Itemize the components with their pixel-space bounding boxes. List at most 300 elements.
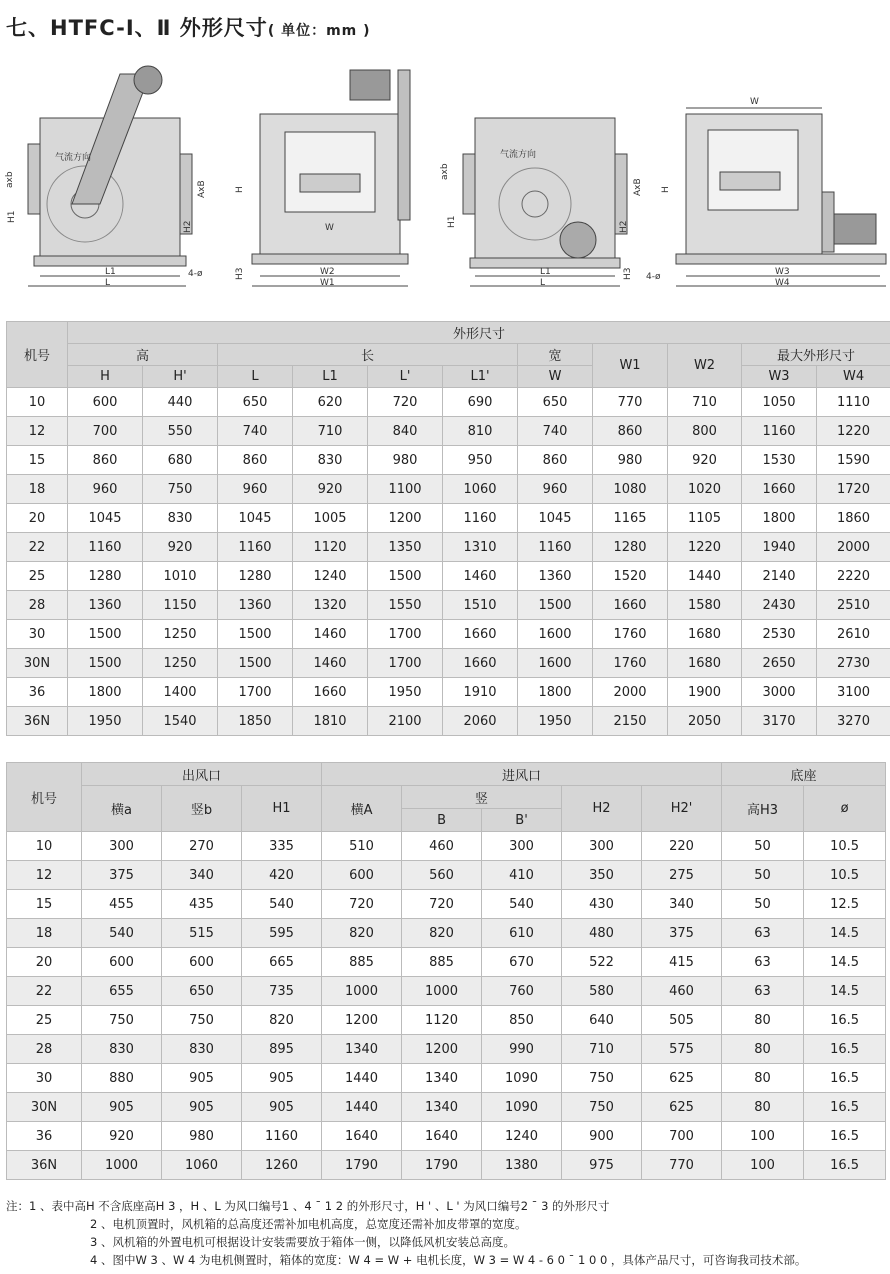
value-cell: 1660 [593, 591, 668, 620]
value-cell: 1090 [482, 1093, 562, 1122]
t1-L1p-header: L1' [443, 366, 518, 388]
value-cell: 990 [482, 1035, 562, 1064]
value-cell: 80 [722, 1064, 804, 1093]
table-row [7, 591, 890, 620]
t2-H2-header: H2 [562, 786, 642, 832]
value-cell: 960 [218, 475, 293, 504]
d4-h: H [661, 186, 671, 193]
value-cell: 1340 [402, 1064, 482, 1093]
value-cell: 3170 [742, 707, 817, 736]
value-cell: 2150 [593, 707, 668, 736]
d4-hole: 4-ø [646, 272, 661, 282]
model-cell: 28 [7, 1035, 82, 1064]
d3-h2: H2 [619, 220, 629, 233]
dimension-drawings [0, 64, 890, 304]
value-cell: 680 [143, 446, 218, 475]
value-cell: 550 [143, 417, 218, 446]
value-cell: 1800 [68, 678, 143, 707]
t2-vert-header: 竖 [402, 786, 562, 809]
value-cell: 655 [82, 977, 162, 1006]
value-cell: 700 [68, 417, 143, 446]
value-cell: 63 [722, 919, 804, 948]
t2-outlet-header: 出风口 [82, 763, 322, 786]
value-cell: 1460 [293, 620, 368, 649]
value-cell: 2430 [742, 591, 817, 620]
drawing-side-view-side-motor [440, 118, 643, 288]
value-cell: 600 [162, 948, 242, 977]
table-row [7, 620, 890, 649]
d1-l1: L1 [105, 267, 116, 277]
table-row [7, 948, 886, 977]
value-cell: 860 [68, 446, 143, 475]
value-cell: 460 [402, 832, 482, 861]
value-cell: 770 [642, 1151, 722, 1180]
value-cell: 50 [722, 832, 804, 861]
t1-L-header: L [218, 366, 293, 388]
value-cell: 820 [242, 1006, 322, 1035]
value-cell: 600 [82, 948, 162, 977]
value-cell: 710 [562, 1035, 642, 1064]
value-cell: 16.5 [804, 1035, 886, 1064]
value-cell: 800 [668, 417, 742, 446]
t2-inlet-header: 进风口 [322, 763, 722, 786]
t1-width-header: 宽 [518, 344, 593, 366]
page-title [6, 12, 371, 42]
value-cell: 2220 [817, 562, 890, 591]
value-cell: 740 [518, 417, 593, 446]
value-cell: 650 [518, 388, 593, 417]
value-cell: 1120 [293, 533, 368, 562]
value-cell: 860 [593, 417, 668, 446]
value-cell: 1250 [143, 620, 218, 649]
value-cell: 1120 [402, 1006, 482, 1035]
value-cell: 3000 [742, 678, 817, 707]
model-cell: 12 [7, 417, 68, 446]
value-cell: 830 [162, 1035, 242, 1064]
table-row [7, 446, 890, 475]
value-cell: 905 [82, 1093, 162, 1122]
value-cell: 1050 [742, 388, 817, 417]
value-cell: 375 [82, 861, 162, 890]
d3-l1: L1 [540, 267, 551, 277]
model-cell: 18 [7, 919, 82, 948]
value-cell: 16.5 [804, 1151, 886, 1180]
value-cell: 12.5 [804, 890, 886, 919]
value-cell: 16.5 [804, 1122, 886, 1151]
model-cell: 20 [7, 504, 68, 533]
value-cell: 1440 [322, 1093, 402, 1122]
value-cell: 750 [562, 1064, 642, 1093]
d3-h1: H1 [447, 215, 457, 228]
table-row [7, 707, 890, 736]
value-cell: 1005 [293, 504, 368, 533]
value-cell: 1860 [817, 504, 890, 533]
model-cell: 28 [7, 591, 68, 620]
value-cell: 690 [443, 388, 518, 417]
table-row [7, 417, 890, 446]
value-cell: 1790 [322, 1151, 402, 1180]
t2-H2p-header: H2' [642, 786, 722, 832]
d1-l: L [105, 278, 111, 288]
value-cell: 710 [293, 417, 368, 446]
table-row [7, 890, 886, 919]
value-cell: 540 [82, 919, 162, 948]
table-row [7, 1122, 886, 1151]
value-cell: 2060 [443, 707, 518, 736]
table-row [7, 861, 886, 890]
t1-Hp-header: H' [143, 366, 218, 388]
model-cell: 36N [7, 707, 68, 736]
value-cell: 610 [482, 919, 562, 948]
note-3: 3 、风机箱的外置电机可根据设计安装需要放于箱体一侧，以降低风机安装总高度。 [90, 1235, 515, 1249]
value-cell: 1160 [218, 533, 293, 562]
d1-h2: H2 [183, 220, 193, 233]
value-cell: 435 [162, 890, 242, 919]
value-cell: 950 [443, 446, 518, 475]
value-cell: 1520 [593, 562, 668, 591]
value-cell: 1940 [742, 533, 817, 562]
t1-L1-header: L1 [293, 366, 368, 388]
t2-model-header: 机号 [7, 763, 82, 832]
value-cell: 1950 [368, 678, 443, 707]
value-cell: 830 [143, 504, 218, 533]
value-cell: 1850 [218, 707, 293, 736]
value-cell: 650 [162, 977, 242, 1006]
t2-phi-header: ø [804, 786, 886, 832]
value-cell: 340 [162, 861, 242, 890]
value-cell: 975 [562, 1151, 642, 1180]
table-row [7, 678, 890, 707]
model-cell: 22 [7, 533, 68, 562]
value-cell: 1800 [742, 504, 817, 533]
value-cell: 1240 [482, 1122, 562, 1151]
value-cell: 420 [242, 861, 322, 890]
value-cell: 10.5 [804, 861, 886, 890]
d4-w4: W4 [775, 278, 790, 288]
value-cell: 1660 [443, 649, 518, 678]
table-row [7, 649, 890, 678]
value-cell: 740 [218, 417, 293, 446]
value-cell: 375 [642, 919, 722, 948]
value-cell: 1640 [322, 1122, 402, 1151]
airflow-label-2: 气流方向 [500, 150, 537, 160]
value-cell: 510 [322, 832, 402, 861]
value-cell: 1680 [668, 649, 742, 678]
value-cell: 830 [82, 1035, 162, 1064]
value-cell: 2610 [817, 620, 890, 649]
value-cell: 1580 [668, 591, 742, 620]
value-cell: 300 [562, 832, 642, 861]
value-cell: 905 [242, 1093, 322, 1122]
airflow-label: 气流方向 [55, 153, 92, 163]
value-cell: 600 [322, 861, 402, 890]
t2-body [7, 832, 886, 1180]
value-cell: 1280 [218, 562, 293, 591]
value-cell: 1950 [518, 707, 593, 736]
t2-H1-header: H1 [242, 786, 322, 832]
value-cell: 1280 [68, 562, 143, 591]
value-cell: 3270 [817, 707, 890, 736]
d3-axB: AxB [633, 178, 643, 196]
value-cell: 460 [642, 977, 722, 1006]
value-cell: 1280 [593, 533, 668, 562]
value-cell: 1550 [368, 591, 443, 620]
value-cell: 2650 [742, 649, 817, 678]
value-cell: 625 [642, 1064, 722, 1093]
drawing-front-view [235, 70, 410, 288]
d2-w2: W2 [320, 267, 335, 277]
value-cell: 1640 [402, 1122, 482, 1151]
value-cell: 595 [242, 919, 322, 948]
value-cell: 2140 [742, 562, 817, 591]
value-cell: 1260 [242, 1151, 322, 1180]
t2-Bp-header: B' [482, 809, 562, 832]
value-cell: 480 [562, 919, 642, 948]
value-cell: 700 [642, 1122, 722, 1151]
value-cell: 710 [668, 388, 742, 417]
value-cell: 14.5 [804, 977, 886, 1006]
value-cell: 880 [82, 1064, 162, 1093]
value-cell: 16.5 [804, 1093, 886, 1122]
value-cell: 1160 [742, 417, 817, 446]
value-cell: 1950 [68, 707, 143, 736]
model-cell: 36 [7, 1122, 82, 1151]
value-cell: 625 [642, 1093, 722, 1122]
value-cell: 860 [218, 446, 293, 475]
value-cell: 1000 [82, 1151, 162, 1180]
value-cell: 1250 [143, 649, 218, 678]
d2-h: H [235, 186, 245, 193]
value-cell: 1220 [668, 533, 742, 562]
t2-H3-header: 高H3 [722, 786, 804, 832]
value-cell: 1160 [242, 1122, 322, 1151]
model-cell: 18 [7, 475, 68, 504]
value-cell: 1320 [293, 591, 368, 620]
value-cell: 1660 [742, 475, 817, 504]
d3-axb: axb [440, 163, 450, 180]
model-cell: 10 [7, 388, 68, 417]
value-cell: 1010 [143, 562, 218, 591]
value-cell: 1240 [293, 562, 368, 591]
value-cell: 220 [642, 832, 722, 861]
drawing-front-view-side-motor [646, 97, 886, 288]
t1-H-header: H [68, 366, 143, 388]
value-cell: 300 [482, 832, 562, 861]
note-2: 2 、电机顶置时，风机箱的总高度还需补加电机高度，总宽度还需补加皮带罩的宽度。 [90, 1217, 527, 1231]
model-cell: 30 [7, 620, 68, 649]
model-cell: 36N [7, 1151, 82, 1180]
table-row [7, 1151, 886, 1180]
value-cell: 1700 [218, 678, 293, 707]
title-text: 七、HTFC-Ⅰ、Ⅱ 外形尺寸 [6, 16, 268, 40]
value-cell: 80 [722, 1006, 804, 1035]
t2-a-header: 横a [82, 786, 162, 832]
table-row [7, 1006, 886, 1035]
t1-W3-header: W3 [742, 366, 817, 388]
value-cell: 885 [402, 948, 482, 977]
value-cell: 440 [143, 388, 218, 417]
value-cell: 735 [242, 977, 322, 1006]
value-cell: 1200 [402, 1035, 482, 1064]
outlet-inlet-base-table [6, 762, 886, 1180]
value-cell: 1045 [518, 504, 593, 533]
value-cell: 415 [642, 948, 722, 977]
note-1: 注：1 、表中高H 不含底座高H 3 ，H 、L 为风口编号1 、4 ¯ 1 2 的外形尺寸，H ' 、L ' 为风口编号2 ¯ 3 的外形尺寸 [6, 1199, 610, 1213]
value-cell: 63 [722, 948, 804, 977]
value-cell: 1380 [482, 1151, 562, 1180]
value-cell: 1660 [293, 678, 368, 707]
value-cell: 1060 [162, 1151, 242, 1180]
value-cell: 2730 [817, 649, 890, 678]
value-cell: 640 [562, 1006, 642, 1035]
t1-height-header: 高 [68, 344, 218, 366]
value-cell: 1910 [443, 678, 518, 707]
d2-w1: W1 [320, 278, 335, 288]
value-cell: 3100 [817, 678, 890, 707]
value-cell: 1760 [593, 649, 668, 678]
value-cell: 810 [443, 417, 518, 446]
t2-base-header: 底座 [722, 763, 886, 786]
outer-dimensions-table [6, 321, 890, 736]
value-cell: 1080 [593, 475, 668, 504]
value-cell: 1760 [593, 620, 668, 649]
value-cell: 830 [293, 446, 368, 475]
value-cell: 750 [562, 1093, 642, 1122]
value-cell: 1150 [143, 591, 218, 620]
value-cell: 1000 [322, 977, 402, 1006]
value-cell: 1590 [817, 446, 890, 475]
value-cell: 1160 [518, 533, 593, 562]
value-cell: 340 [642, 890, 722, 919]
value-cell: 2530 [742, 620, 817, 649]
d2-h3: H3 [235, 267, 245, 280]
value-cell: 750 [82, 1006, 162, 1035]
table-row [7, 388, 890, 417]
value-cell: 1790 [402, 1151, 482, 1180]
value-cell: 1530 [742, 446, 817, 475]
note-4: 4 、图中W 3 、W 4 为电机侧置时，箱体的宽度：W 4 = W + 电机长度，W 3 = W 4 - 6 0 ¯ 1 0 0 ，具体产品尺寸，可咨询我司技术部。 [90, 1253, 807, 1267]
value-cell: 1600 [518, 620, 593, 649]
value-cell: 10.5 [804, 832, 886, 861]
table-row [7, 475, 890, 504]
d3-l: L [540, 278, 546, 288]
value-cell: 14.5 [804, 948, 886, 977]
d4-w: W [750, 97, 759, 107]
value-cell: 270 [162, 832, 242, 861]
value-cell: 1060 [443, 475, 518, 504]
table-row [7, 832, 886, 861]
value-cell: 1700 [368, 620, 443, 649]
value-cell: 100 [722, 1122, 804, 1151]
value-cell: 540 [242, 890, 322, 919]
t1-model-header: 机号 [7, 322, 68, 388]
t1-maxdim-header: 最大外形尺寸 [742, 344, 890, 366]
value-cell: 1100 [368, 475, 443, 504]
value-cell: 1460 [293, 649, 368, 678]
value-cell: 522 [562, 948, 642, 977]
value-cell: 720 [322, 890, 402, 919]
value-cell: 1660 [443, 620, 518, 649]
value-cell: 1500 [218, 649, 293, 678]
value-cell: 275 [642, 861, 722, 890]
t1-Lp-header: L' [368, 366, 443, 388]
value-cell: 430 [562, 890, 642, 919]
t1-length-header: 长 [218, 344, 518, 366]
value-cell: 455 [82, 890, 162, 919]
d1-h1: H1 [7, 210, 17, 223]
value-cell: 16.5 [804, 1064, 886, 1093]
t1-W4-header: W4 [817, 366, 890, 388]
value-cell: 16.5 [804, 1006, 886, 1035]
value-cell: 1540 [143, 707, 218, 736]
value-cell: 80 [722, 1093, 804, 1122]
d3-h3: H3 [623, 267, 633, 280]
model-cell: 15 [7, 890, 82, 919]
value-cell: 2000 [817, 533, 890, 562]
model-cell: 25 [7, 1006, 82, 1035]
value-cell: 895 [242, 1035, 322, 1064]
value-cell: 1220 [817, 417, 890, 446]
value-cell: 980 [593, 446, 668, 475]
value-cell: 670 [482, 948, 562, 977]
value-cell: 1110 [817, 388, 890, 417]
model-cell: 10 [7, 832, 82, 861]
value-cell: 905 [162, 1064, 242, 1093]
value-cell: 750 [162, 1006, 242, 1035]
value-cell: 1500 [68, 620, 143, 649]
value-cell: 1400 [143, 678, 218, 707]
value-cell: 760 [482, 977, 562, 1006]
value-cell: 840 [368, 417, 443, 446]
t1-W1-header: W1 [593, 344, 668, 388]
d4-w3: W3 [775, 267, 790, 277]
value-cell: 1160 [443, 504, 518, 533]
value-cell: 410 [482, 861, 562, 890]
value-cell: 1500 [518, 591, 593, 620]
value-cell: 2050 [668, 707, 742, 736]
value-cell: 920 [668, 446, 742, 475]
value-cell: 905 [242, 1064, 322, 1093]
value-cell: 1200 [368, 504, 443, 533]
value-cell: 100 [722, 1151, 804, 1180]
value-cell: 905 [162, 1093, 242, 1122]
t1-W2-header: W2 [668, 344, 742, 388]
d1-hole: 4-ø [188, 269, 203, 279]
value-cell: 1360 [518, 562, 593, 591]
table-row [7, 919, 886, 948]
value-cell: 1310 [443, 533, 518, 562]
value-cell: 1105 [668, 504, 742, 533]
title-unit: ( 单位：mm ) [267, 23, 371, 39]
value-cell: 1700 [368, 649, 443, 678]
value-cell: 1000 [402, 977, 482, 1006]
value-cell: 540 [482, 890, 562, 919]
value-cell: 1160 [68, 533, 143, 562]
value-cell: 920 [293, 475, 368, 504]
value-cell: 860 [518, 446, 593, 475]
value-cell: 1600 [518, 649, 593, 678]
value-cell: 720 [368, 388, 443, 417]
value-cell: 1500 [368, 562, 443, 591]
value-cell: 650 [218, 388, 293, 417]
model-cell: 30 [7, 1064, 82, 1093]
t1-outer-header: 外形尺寸 [68, 322, 890, 344]
t1-W-header: W [518, 366, 593, 388]
table-row [7, 562, 890, 591]
value-cell: 2100 [368, 707, 443, 736]
value-cell: 1090 [482, 1064, 562, 1093]
table-row [7, 504, 890, 533]
